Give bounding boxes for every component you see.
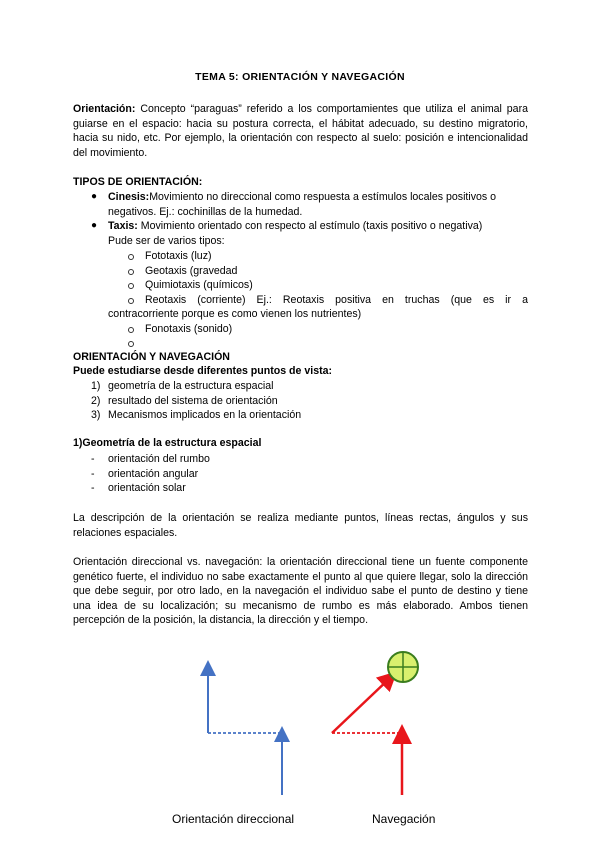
numbered-item-num: 1) bbox=[91, 380, 101, 392]
taxis-term: Taxis: bbox=[108, 220, 138, 232]
caption-navegacion: Navegación bbox=[372, 812, 436, 826]
subitem-reotaxis-1: Reotaxis (corriente) Ej.: Reotaxis positiva en truchas (que es ir a bbox=[145, 294, 528, 306]
cinesis-term: Cinesis: bbox=[108, 191, 150, 203]
numbered-item-text: resultado del sistema de orientación bbox=[108, 395, 278, 407]
target-icon bbox=[388, 652, 418, 682]
red-arrow-diagonal bbox=[332, 678, 390, 733]
geometria-heading: 1)Geometría de la estructura espacial bbox=[73, 437, 262, 449]
orientacion-heading: ORIENTACIÓN Y NAVEGACIÓN bbox=[73, 351, 230, 363]
cinesis-line-2: negativos. Ej.: cochinillas de la humedad. bbox=[108, 206, 303, 218]
taxis-line-1 bbox=[108, 219, 482, 234]
taxis-line-2: Pude ser de varios tipos: bbox=[108, 235, 225, 247]
geometria-item: orientación solar bbox=[108, 482, 186, 494]
taxis-text: Movimiento orientado con respecto al estímulo (taxis positivo o negativa) bbox=[137, 220, 483, 232]
dash-bullet: - bbox=[91, 453, 95, 465]
comparacion-paragraph: Orientación direccional vs. navegación: la orientación direccional tiene un fuente componente genético fuerte, el individuo no sabe exactamente el punto al que quiere llegar, solo la dirección que debe seguir, por otro lado, en la navegación el individuo sabe el punto de destino y tiene una idea de su localización; su mecanismo de rumbo es más elaborado. Ambos tienen percepción de la posición, la distancia, la dirección y el tiempo. bbox=[73, 556, 528, 627]
dash-bullet: - bbox=[91, 482, 95, 494]
sub-bullet bbox=[128, 269, 134, 275]
cinesis-text: Movimiento no direccional como respuesta a estímulos locales positivos o bbox=[149, 191, 497, 203]
bullet-dot: ● bbox=[91, 191, 98, 202]
sub-bullet bbox=[128, 327, 134, 333]
cinesis-line-1 bbox=[108, 190, 496, 205]
geometria-item: orientación angular bbox=[108, 468, 199, 480]
numbered-item-text: geometría de la estructura espacial bbox=[108, 380, 274, 392]
sub-bullet bbox=[128, 341, 134, 347]
numbered-item-num: 3) bbox=[91, 409, 101, 421]
sub-bullet bbox=[128, 283, 134, 289]
intro-paragraph bbox=[73, 102, 528, 160]
dash-bullet: - bbox=[91, 468, 95, 480]
subitem-fonotaxis: Fonotaxis (sonido) bbox=[145, 323, 233, 335]
orientacion-subheading: Puede estudiarse desde diferentes puntos de vista: bbox=[73, 365, 333, 377]
sub-bullet bbox=[128, 298, 134, 304]
descripcion-paragraph: La descripción de la orientación se realiza mediante puntos, líneas rectas, ángulos y sus relaciones espaciales. bbox=[73, 512, 528, 539]
page-title: TEMA 5: ORIENTACIÓN Y NAVEGACIÓN bbox=[195, 71, 405, 83]
intro-term: Orientación: bbox=[73, 103, 136, 115]
tipos-heading: TIPOS DE ORIENTACIÓN: bbox=[73, 176, 203, 188]
subitem-reotaxis-2: contracorriente porque es como vienen los nutrientes) bbox=[108, 308, 362, 320]
numbered-item-num: 2) bbox=[91, 395, 101, 407]
caption-orientacion-direccional: Orientación direccional bbox=[172, 812, 295, 826]
subitem-geotaxis: Geotaxis (gravedad bbox=[145, 265, 238, 277]
subitem-fototaxis: Fototaxis (luz) bbox=[145, 250, 212, 262]
bullet-dot: ● bbox=[91, 220, 98, 231]
subitem-quimiotaxis: Quimiotaxis (químicos) bbox=[145, 279, 253, 291]
intro-text: Concepto “paraguas” referido a los comportamientes que utiliza el animal para guiarse en el espacio: hacia su postura correcta, el hábitat adecuado, su destino migratorio, hacia su nido, etc. Por ejemplo, la orientación con respecto al suelo: posición e intencionalidad del movimiento. bbox=[73, 103, 528, 159]
numbered-item-text: Mecanismos implicados en la orientación bbox=[108, 409, 302, 421]
geometria-item: orientación del rumbo bbox=[108, 453, 210, 465]
sub-bullet bbox=[128, 254, 134, 260]
